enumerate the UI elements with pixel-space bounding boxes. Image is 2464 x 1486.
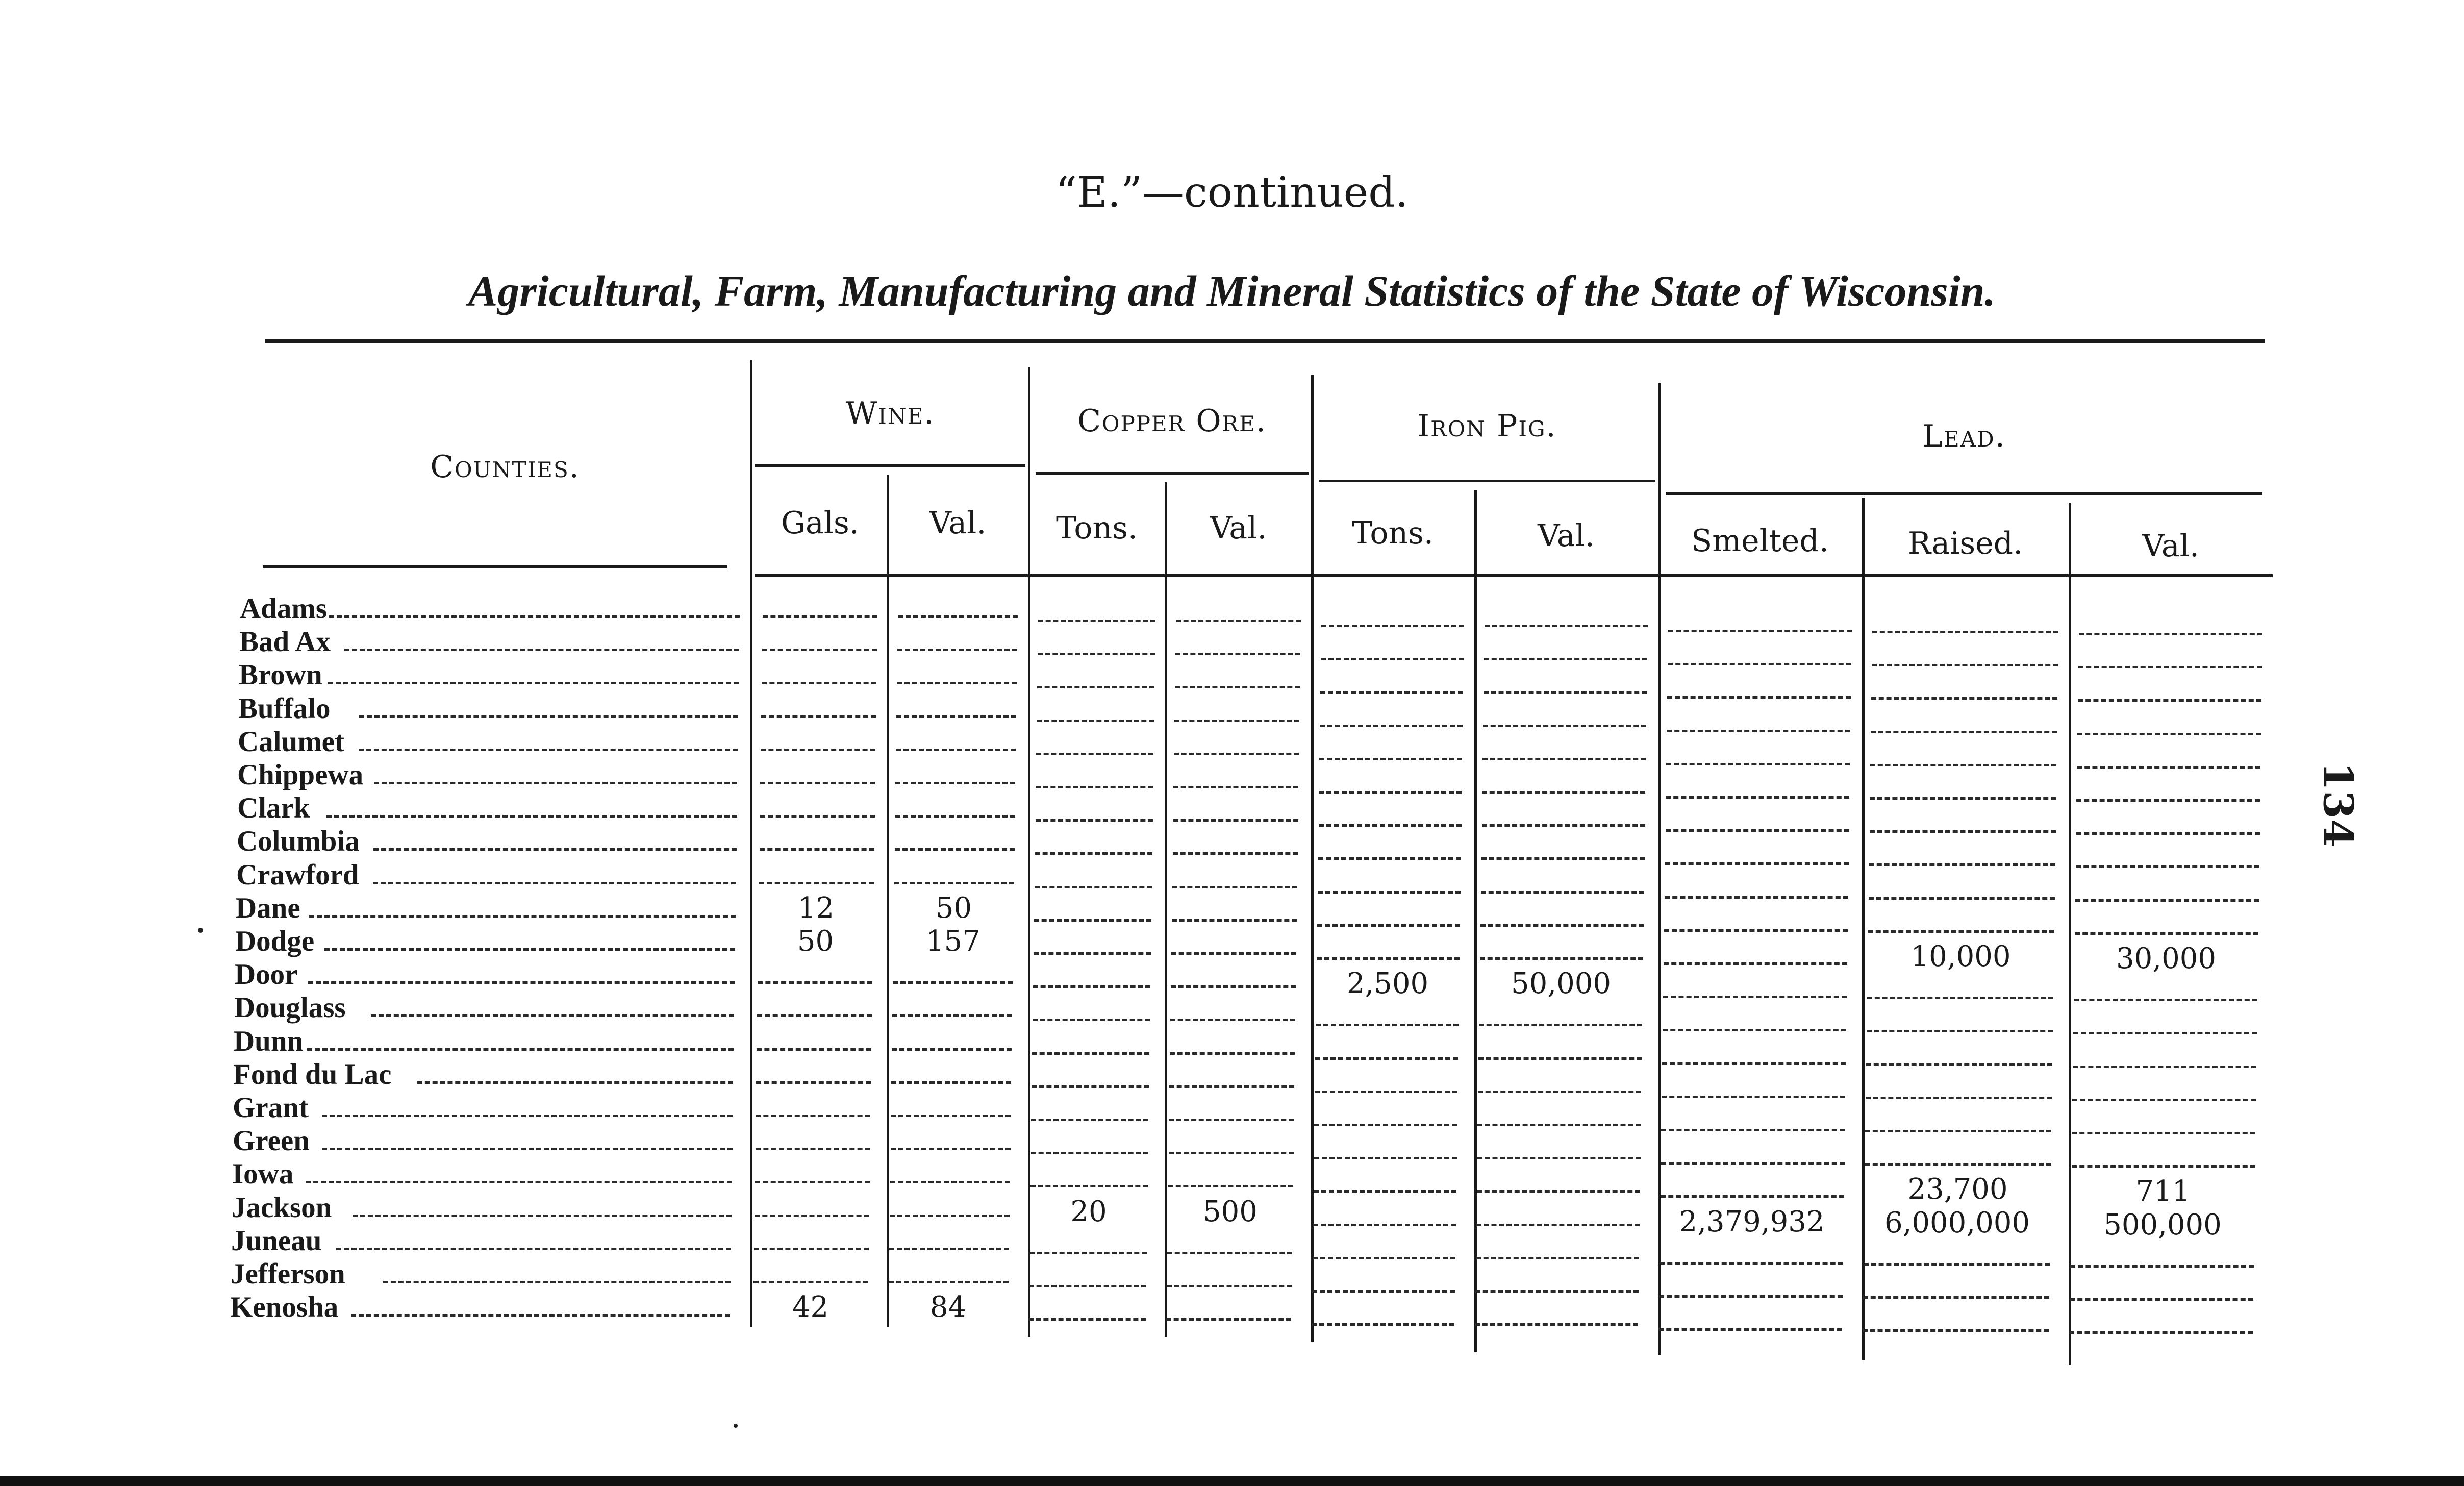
dot-leader xyxy=(322,1148,733,1150)
empty-cell-dashes xyxy=(1171,985,1296,988)
empty-cell-dashes xyxy=(1658,1328,1842,1331)
empty-cell-dashes xyxy=(892,1048,1012,1051)
county-name: Juneau xyxy=(231,1224,322,1257)
empty-cell-dashes xyxy=(755,1181,870,1183)
empty-cell-dashes xyxy=(1175,686,1300,688)
cell-lead-val: 711 xyxy=(2135,1175,2191,1208)
empty-cell-dashes xyxy=(1034,919,1151,922)
empty-cell-dashes xyxy=(1166,1318,1291,1321)
lead-raised-header: Raised. xyxy=(1907,526,2023,561)
iron-pig-header: Iron Pig. xyxy=(1417,408,1557,444)
county-name: Columbia xyxy=(237,825,360,858)
empty-cell-dashes xyxy=(896,715,1016,718)
dot-leader xyxy=(359,715,738,718)
table-row xyxy=(233,1058,2274,1091)
empty-cell-dashes xyxy=(1036,819,1153,822)
cell-wine-val: 84 xyxy=(929,1291,967,1324)
dot-leader xyxy=(417,1081,733,1084)
empty-cell-dashes xyxy=(1033,1019,1150,1021)
empty-cell-dashes xyxy=(897,682,1017,684)
empty-cell-dashes xyxy=(1170,1019,1295,1021)
empty-cell-dashes xyxy=(1173,786,1298,788)
iron-group-rule xyxy=(1319,480,1655,482)
wine-group-rule xyxy=(755,464,1025,467)
empty-cell-dashes xyxy=(1031,1119,1148,1121)
cell-wine-val: 50 xyxy=(935,891,972,925)
empty-cell-dashes xyxy=(891,1114,1011,1117)
table-row xyxy=(233,1091,2273,1124)
empty-cell-dashes xyxy=(1172,886,1297,888)
table-row xyxy=(231,1257,2271,1291)
empty-cell-dashes xyxy=(761,749,875,751)
county-name: Chippewa xyxy=(237,759,364,791)
lead-group-rule xyxy=(1666,492,2262,495)
county-name: Crawford xyxy=(236,858,359,891)
empty-cell-dashes xyxy=(891,1148,1011,1150)
county-name: Bad Ax xyxy=(239,626,331,658)
margin-mark xyxy=(734,1424,738,1428)
empty-cell-dashes xyxy=(890,1215,1010,1217)
cell-copper-tons: 20 xyxy=(1070,1195,1107,1228)
lead-smelted-header: Smelted. xyxy=(1691,523,1829,559)
county-name: Green xyxy=(233,1125,310,1157)
dot-leader xyxy=(344,649,739,651)
empty-cell-dashes xyxy=(1169,1119,1294,1121)
table-row xyxy=(236,891,2276,925)
iron-tons-header: Tons. xyxy=(1352,515,1434,551)
county-name: Brown xyxy=(239,659,322,691)
dot-leader xyxy=(309,915,736,918)
empty-cell-dashes xyxy=(1035,852,1152,855)
county-name: Dane xyxy=(236,891,300,924)
wine-val-header: Val. xyxy=(929,505,987,541)
cell-lead-raised: 6,000,000 xyxy=(1884,1206,2030,1240)
empty-cell-dashes xyxy=(762,682,876,684)
table-row xyxy=(238,725,2278,758)
cell-lead-smelted: 2,379,932 xyxy=(1679,1205,1825,1239)
empty-cell-dashes xyxy=(893,981,1013,984)
empty-cell-dashes xyxy=(2069,1331,2253,1334)
county-name: Kenosha xyxy=(230,1291,339,1324)
empty-cell-dashes xyxy=(1168,1185,1293,1187)
empty-cell-dashes xyxy=(1172,919,1297,922)
continued-heading: “E.”—continued. xyxy=(1055,168,1409,217)
header-rule xyxy=(263,565,727,568)
empty-cell-dashes xyxy=(894,882,1014,884)
dot-leader xyxy=(306,1181,732,1183)
empty-cell-dashes xyxy=(755,1215,869,1217)
county-name: Fond du Lac xyxy=(233,1058,392,1091)
empty-cell-dashes xyxy=(889,1248,1009,1250)
dot-leader xyxy=(373,882,736,884)
copper-val-header: Val. xyxy=(1210,510,1267,546)
dot-leader xyxy=(383,1281,731,1283)
dot-leader xyxy=(308,981,735,984)
county-name: Buffalo xyxy=(238,692,331,725)
empty-cell-dashes xyxy=(898,615,1018,618)
empty-cell-dashes xyxy=(1175,653,1300,655)
empty-cell-dashes xyxy=(891,1081,1011,1084)
county-name: Adams xyxy=(240,592,328,625)
empty-cell-dashes xyxy=(756,1114,870,1117)
empty-cell-dashes xyxy=(760,848,874,851)
empty-cell-dashes xyxy=(1033,985,1150,988)
dot-leader xyxy=(329,615,740,618)
dot-leader xyxy=(307,1048,734,1051)
iron-val-header: Val. xyxy=(1538,518,1595,554)
lead-val-header: Val. xyxy=(2142,528,2199,564)
copper-group-rule xyxy=(1036,472,1309,475)
table-row xyxy=(237,825,2277,858)
table-row xyxy=(231,1224,2272,1257)
cell-copper-val: 500 xyxy=(1203,1195,1258,1228)
dot-leader xyxy=(328,682,739,684)
empty-cell-dashes xyxy=(758,981,872,984)
empty-cell-dashes xyxy=(1169,1152,1294,1154)
empty-cell-dashes xyxy=(761,715,876,718)
county-name: Jefferson xyxy=(231,1258,345,1290)
empty-cell-dashes xyxy=(763,615,877,618)
dot-leader xyxy=(374,782,737,784)
table-title: Agricultural, Farm, Manufacturing and Mineral Statistics of the State of Wisconsin. xyxy=(468,266,1996,315)
empty-cell-dashes xyxy=(756,1148,870,1150)
table-row xyxy=(240,592,2280,625)
empty-cell-dashes xyxy=(1036,753,1153,755)
county-name: Dodge xyxy=(235,925,315,957)
empty-cell-dashes xyxy=(1029,1252,1147,1254)
table-row xyxy=(235,958,2275,1001)
table-row xyxy=(237,758,2278,791)
empty-cell-dashes xyxy=(1171,952,1296,955)
table-row xyxy=(233,1124,2273,1157)
table-row xyxy=(239,625,2280,658)
dot-leader xyxy=(359,749,738,751)
table-row xyxy=(238,692,2279,725)
empty-cell-dashes xyxy=(762,649,877,651)
empty-cell-dashes xyxy=(1169,1085,1294,1088)
empty-cell-dashes xyxy=(757,1014,872,1017)
counties-header: Counties. xyxy=(430,449,580,485)
empty-cell-dashes xyxy=(895,848,1015,851)
table-row xyxy=(237,791,2278,825)
table-row xyxy=(234,1025,2274,1058)
empty-cell-dashes xyxy=(1034,952,1151,955)
empty-cell-dashes xyxy=(1167,1252,1292,1254)
cell-wine-gals: 50 xyxy=(797,925,834,958)
county-name: Douglass xyxy=(234,992,346,1024)
subheader-rule xyxy=(755,574,2273,577)
dot-leader xyxy=(324,948,735,951)
dot-leader xyxy=(371,1014,734,1017)
wine-gals-header: Gals. xyxy=(781,505,859,541)
empty-cell-dashes xyxy=(760,815,875,818)
empty-cell-dashes xyxy=(1038,620,1155,622)
cell-iron-tons: 2,500 xyxy=(1346,967,1429,1001)
county-name: Dunn xyxy=(234,1025,304,1057)
empty-cell-dashes xyxy=(1038,653,1155,655)
empty-cell-dashes xyxy=(895,782,1015,784)
cell-lead-val: 30,000 xyxy=(2116,942,2216,975)
copper-tons-header: Tons. xyxy=(1056,510,1138,546)
empty-cell-dashes xyxy=(1032,1085,1149,1088)
empty-cell-dashes xyxy=(1030,1185,1148,1187)
empty-cell-dashes xyxy=(1029,1285,1146,1287)
empty-cell-dashes xyxy=(760,782,875,784)
cell-lead-val: 500,000 xyxy=(2103,1208,2222,1242)
empty-cell-dashes xyxy=(1174,753,1299,755)
cell-lead-raised: 10,000 xyxy=(1910,940,2011,973)
lead-header: Lead. xyxy=(1922,418,2006,454)
empty-cell-dashes xyxy=(896,749,1016,751)
dot-leader xyxy=(336,1248,731,1250)
dot-leader xyxy=(326,815,737,818)
table-row xyxy=(236,858,2277,891)
empty-cell-dashes xyxy=(1167,1285,1292,1287)
empty-cell-dashes xyxy=(1031,1152,1148,1154)
county-name: Clark xyxy=(237,792,310,825)
empty-cell-dashes xyxy=(1173,852,1298,855)
margin-mark xyxy=(198,928,203,933)
page-number: 134 xyxy=(2314,762,2362,848)
empty-cell-dashes xyxy=(1036,786,1153,788)
empty-cell-dashes xyxy=(1173,819,1298,822)
county-name: Door xyxy=(235,958,298,991)
empty-cell-dashes xyxy=(1312,1323,1454,1326)
top-rule xyxy=(265,339,2265,343)
cell-iron-val: 50,000 xyxy=(1511,967,1611,1001)
dot-leader xyxy=(322,1114,733,1117)
copper-ore-header: Copper Ore. xyxy=(1077,403,1267,439)
empty-cell-dashes xyxy=(757,1048,871,1051)
county-name: Iowa xyxy=(232,1158,294,1191)
empty-cell-dashes xyxy=(1035,886,1152,888)
empty-cell-dashes xyxy=(756,1081,871,1084)
dot-leader xyxy=(351,1314,730,1317)
county-name: Jackson xyxy=(232,1191,332,1224)
table-row xyxy=(230,1291,2271,1324)
empty-cell-dashes xyxy=(895,815,1015,818)
cell-wine-gals: 12 xyxy=(797,891,835,925)
empty-cell-dashes xyxy=(1174,720,1299,722)
empty-cell-dashes xyxy=(1037,686,1154,688)
empty-cell-dashes xyxy=(1863,1329,2049,1332)
empty-cell-dashes xyxy=(759,882,874,884)
empty-cell-dashes xyxy=(1032,1052,1149,1055)
table-row xyxy=(234,991,2275,1024)
empty-cell-dashes xyxy=(1037,720,1154,722)
empty-cell-dashes xyxy=(1170,1052,1295,1055)
empty-cell-dashes xyxy=(1028,1318,1146,1321)
empty-cell-dashes xyxy=(754,1248,869,1250)
county-name: Grant xyxy=(233,1092,309,1124)
empty-cell-dashes xyxy=(897,649,1017,651)
empty-cell-dashes xyxy=(1176,620,1301,622)
empty-cell-dashes xyxy=(753,1281,868,1283)
empty-cell-dashes xyxy=(892,1014,1012,1017)
wine-header: Wine. xyxy=(845,395,935,431)
empty-cell-dashes xyxy=(889,1281,1009,1283)
cell-wine-gals: 42 xyxy=(792,1291,829,1324)
empty-cell-dashes xyxy=(890,1181,1010,1183)
empty-cell-dashes xyxy=(1475,1323,1638,1326)
scan-edge xyxy=(0,1476,2464,1486)
dot-leader xyxy=(353,1215,732,1217)
county-name: Calumet xyxy=(238,725,344,758)
dot-leader xyxy=(373,848,737,851)
cell-wine-val: 157 xyxy=(926,925,980,958)
cell-lead-raised: 23,700 xyxy=(1907,1173,2008,1206)
table-row xyxy=(239,658,2279,691)
